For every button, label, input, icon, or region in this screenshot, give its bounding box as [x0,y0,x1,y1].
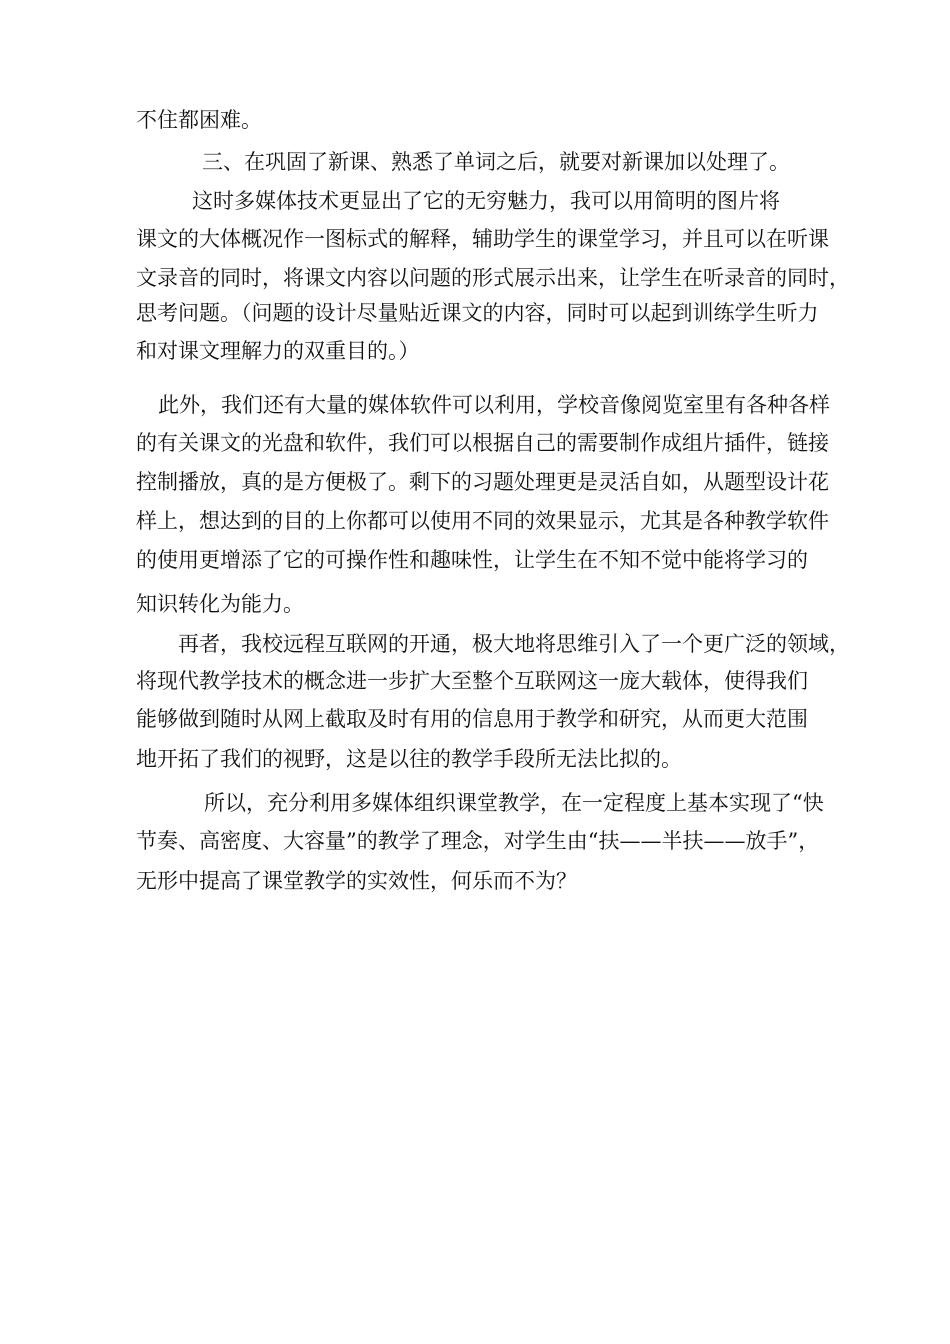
text-line-16: 能够做到随时从网上截取及时有用的信息用于教学和研究，从而更大范围 [136,707,808,731]
text-line-2: 三、在巩固了新课、熟悉了单词之后，就要对新课加以处理了。 [202,150,790,174]
text-line-7: 和对课文理解力的双重目的。） [136,339,420,363]
text-line-11: 样上，想达到的目的上你都可以使用不同的效果显示，尤其是各种教学软件 [136,509,829,533]
text-line-14: 再者，我校远程互联网的开通，极大地将思维引入了一个更广泛的领域， [178,632,850,656]
text-line-4: 课文的大体概况作一图标式的解释，辅助学生的课堂学习，并且可以在听课 [136,227,829,251]
text-line-17: 地开拓了我们的视野，这是以往的教学手段所无法比拟的。 [136,747,682,771]
text-line-12: 的使用更增添了它的可操作性和趣味性，让学生在不知不觉中能将学习的 [136,548,808,572]
text-line-5: 文录音的同时，将课文内容以问题的形式展示出来，让学生在听录音的同时， [136,266,850,290]
text-line-3: 这时多媒体技术更显出了它的无穷魅力，我可以用简明的图片将 [192,189,780,213]
text-line-9: 的有关课文的光盘和软件，我们可以根据自己的需要制作成组片插件，链接 [136,431,829,455]
text-line-13: 知识转化为能力。 [136,592,304,616]
text-line-10: 控制播放，真的是方便极了。剩下的习题处理更是灵活自如，从题型设计花 [136,470,829,494]
text-line-8: 此外，我们还有大量的媒体软件可以利用，学校音像阅览室里有各种各样 [158,393,830,417]
text-line-1: 不住都困难。 [136,108,262,132]
text-line-6: 思考问题。（问题的设计尽量贴近课文的内容，同时可以起到训练学生听力 [136,301,819,325]
text-line-18: 所以，充分利用多媒体组织课堂教学，在一定程度上基本实现了“快 [204,791,824,815]
text-line-19: 节奏、高密度、大容量”的教学了理念，对学生由“扶——半扶——放手”， [136,829,820,853]
text-line-20: 无形中提高了课堂教学的实效性，何乐而不为？ [136,869,577,893]
text-line-15: 将现代教学技术的概念进一步扩大至整个互联网这一庞大载体，使得我们 [136,669,808,693]
